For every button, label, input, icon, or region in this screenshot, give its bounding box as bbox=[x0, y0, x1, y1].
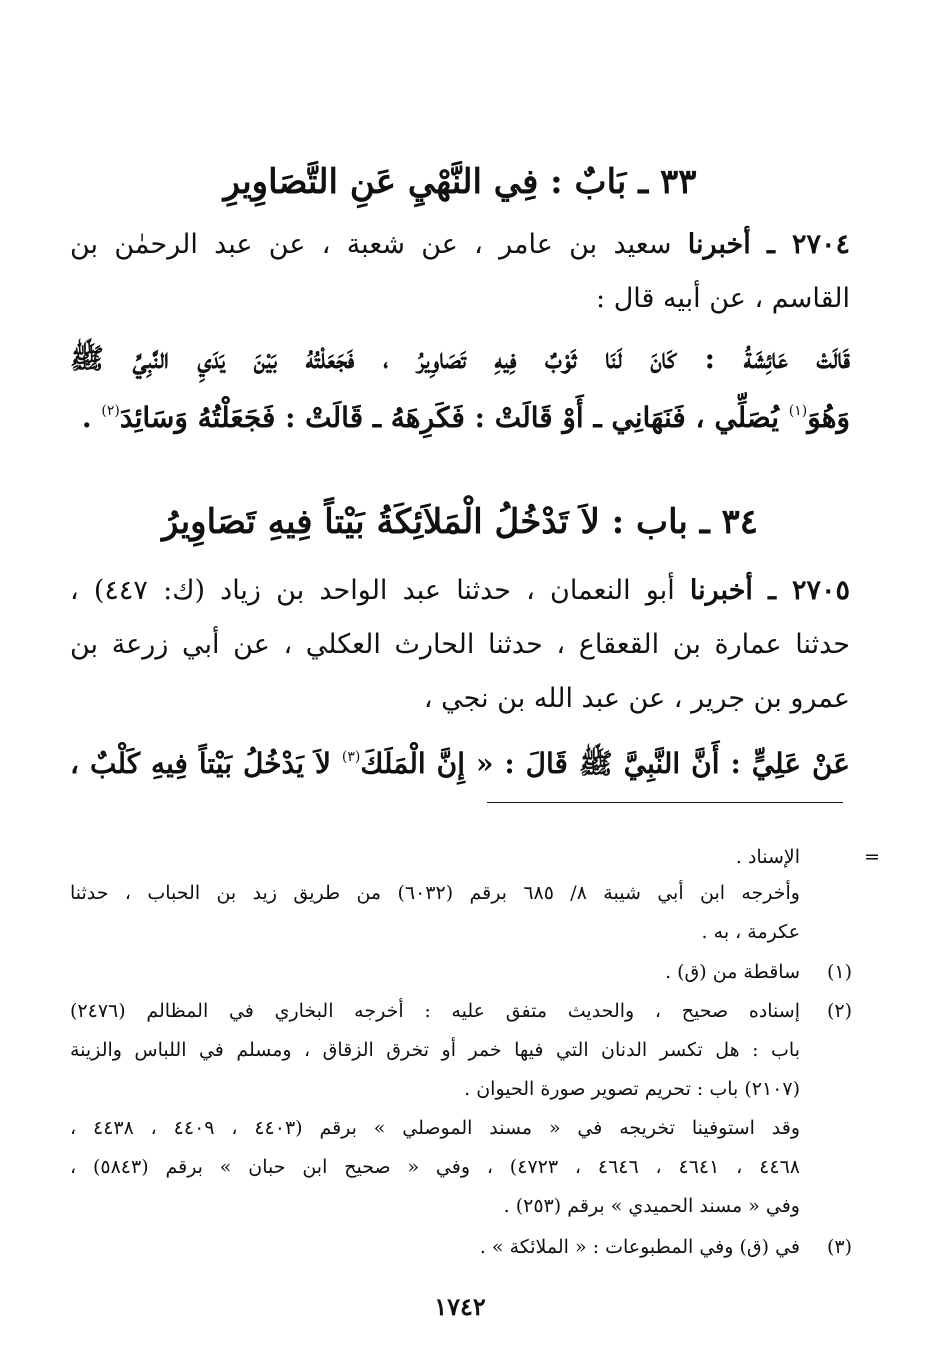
hadith-number: ٢٧٠٤ ـ bbox=[766, 229, 850, 260]
book-page bbox=[70, 0, 880, 1371]
footnote-2-line-6: وفي « مسند الحميدي » برقم (٢٥٣) . bbox=[503, 1195, 800, 1217]
footnote-continuation-line-2: وأخرجه ابن أبي شيبة ٨/ ٦٨٥ برقم (٦٠٣٢) من طريق زيد بن الحباب ، حدثنا bbox=[70, 882, 800, 904]
footnote-1: (١) ساقطة من (ق) . bbox=[665, 958, 800, 986]
matn-text: عَنْ عَلِيٍّ : أَنَّ النَّبِيَّ ﷺ قَالَ : « إِنَّ الْمَلَكَ bbox=[360, 747, 851, 780]
footnote-3: (٣) في (ق) وفي المطبوعات : « الملائكة » . bbox=[480, 1233, 800, 1261]
footnote-continuation-line-1: = الإسناد . bbox=[736, 843, 800, 871]
hadith-2704-matn-line-1: قَالَتْ عَائِشَةُ : كَانَ لَنَا ثَوْبٌ فِيهِ تَصَاوِيرُ ، فَجَعَلْتُهُ بَيْنَ يَدَيِ النَّبِيِّ ﷺ bbox=[70, 342, 850, 375]
footnote-ref-2[interactable]: (٢) bbox=[101, 403, 120, 419]
hadith-2705-isnad-line-2: حدثنا عمارة بن القعقاع ، حدثنا الحارث العكلي ، عن أبي زرعة بن bbox=[70, 629, 850, 660]
narration-lead: أخبرنا bbox=[687, 229, 751, 260]
matn-text: يُصَلِّي ، فَنَهَانِي ـ أَوْ قَالَتْ : فَكَرِهَهُ ـ قَالَتْ : فَجَعَلْتُهُ وَسَائِدَ bbox=[119, 401, 780, 434]
hadith-2705-isnad-line-1 bbox=[70, 572, 850, 610]
footnote-2-mark: (٢) bbox=[826, 1000, 852, 1022]
narration-lead: أخبرنا bbox=[689, 575, 753, 606]
isnad-text: سعيد بن عامر ، عن شعبة ، عن عبد الرحمٰن بن bbox=[70, 229, 672, 260]
page-number: ١٧٤٢ bbox=[434, 1292, 486, 1321]
hadith-2705-isnad-line-3: عمرو بن جرير ، عن عبد الله بن نجي ، bbox=[423, 683, 850, 714]
footnote-ref-3[interactable]: (٣) bbox=[341, 749, 361, 765]
chapter-34-heading: ٣٤ ـ باب : لاَ تَدْخُلُ الْمَلاَئِكَةُ بَيْتاً فِيهِ تَصَاوِيرُ bbox=[161, 502, 759, 542]
footnote-2-line-2: باب : هل تكسر الدنان التي فيها خمر أو تخرق الزقاق ، ومسلم في اللباس والزينة bbox=[70, 1039, 800, 1061]
matn-text: وَهُوَ bbox=[807, 401, 850, 434]
footnote-separator bbox=[487, 802, 843, 803]
hadith-2704-matn-line-2 bbox=[82, 392, 850, 437]
footnote-2-line-4: وقد استوفينا تخريجه في « مسند الموصلي » برقم (٤٤٠٣ ، ٤٤٠٩ ، ٤٤٣٨ ، bbox=[70, 1117, 800, 1139]
hadith-2704-isnad-line-2: القاسم ، عن أبيه قال : bbox=[596, 283, 850, 314]
footnote-2-line-1: (٢) إسناده صحيح ، والحديث متفق عليه : أخرجه البخاري في المظالم (٢٤٧٦) bbox=[70, 997, 800, 1025]
footnote-1-mark: (١) bbox=[826, 961, 852, 983]
footnote-ref-1[interactable]: (١) bbox=[788, 403, 808, 419]
footnote-2-line-3: (٢١٠٧) باب : تحريم تصوير صورة الحيوان . bbox=[464, 1078, 800, 1100]
matn-end: . bbox=[81, 401, 92, 434]
footnote-continuation-line-3: عكرمة ، به . bbox=[701, 921, 800, 943]
continuation-mark: = bbox=[864, 846, 880, 868]
matn-text: لاَ يَدْخُلُ بَيْتاً فِيهِ كَلْبٌ ، bbox=[70, 747, 331, 780]
footnote-2-line-5: ٤٤٦٨ ، ٤٦٤١ ، ٤٦٤٦ ، ٤٧٢٣) ، وفي « صحيح ابن حبان » برقم (٥٨٤٣) ، bbox=[70, 1156, 800, 1178]
chapter-33-heading: ٣٣ ـ بَابٌ : فِي النَّهْيِ عَنِ التَّصَاوِيرِ bbox=[223, 162, 697, 202]
hadith-2704-isnad-line-1 bbox=[70, 226, 850, 264]
hadith-number: ٢٧٠٥ ـ bbox=[768, 575, 850, 606]
isnad-text: أبو النعمان ، حدثنا عبد الواحد بن زياد (ك: ٤٤٧) ، bbox=[70, 575, 675, 606]
hadith-2705-matn-line bbox=[70, 738, 850, 783]
footnote-3-mark: (٣) bbox=[826, 1236, 852, 1258]
